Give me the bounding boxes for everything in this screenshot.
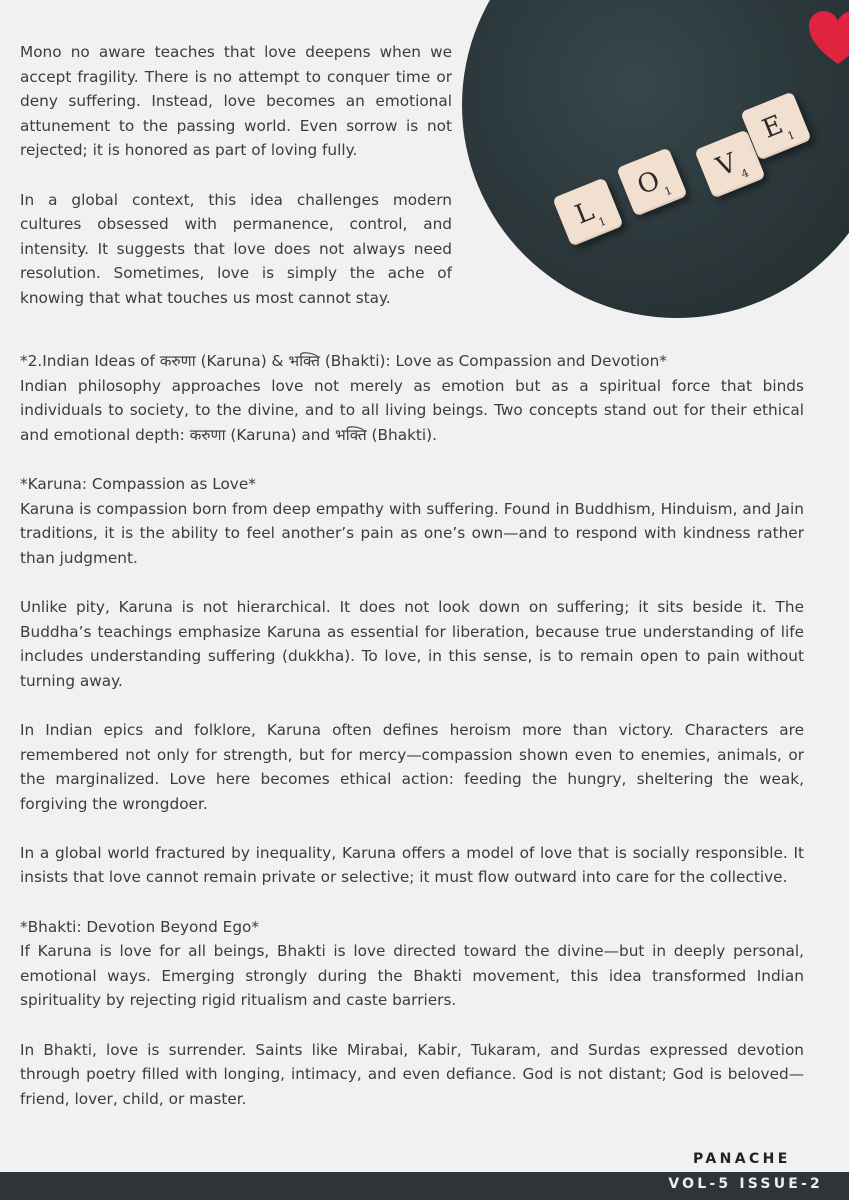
magazine-brand: PANACHE xyxy=(693,1151,791,1167)
section-2-heading: *2.Indian Ideas of करुणा (Karuna) & भक्ति (Bhakti): Love as Compassion and Devotion* xyxy=(20,352,667,370)
love-tiles-photo xyxy=(462,0,849,318)
tile-o: $O_1$ xyxy=(616,147,687,216)
tile-e: $E_1$ xyxy=(740,91,811,160)
karuna-paragraph-4: In a global world fractured by inequality, Karuna offers a model of love that is socially responsible. It insists that love cannot remain private or selective; it must flow outward into care for the collective. xyxy=(20,843,804,887)
karuna-heading: *Karuna: Compassion as Love* xyxy=(20,474,256,493)
issue-label: VOL-5 ISSUE-2 xyxy=(668,1176,823,1192)
bhakti-paragraph-1: If Karuna is love for all beings, Bhakti is love directed toward the divine—but in deeply personal, emotional ways. Emerging strongly during the Bhakti movement, this idea transformed Indian spirituality by rejecting rigid ritualism and caste barriers. xyxy=(20,942,804,1010)
heart-icon xyxy=(807,10,849,66)
intro-column xyxy=(20,40,452,311)
karuna-paragraph-3: In Indian epics and folklore, Karuna often defines heroism more than victory. Characters are remembered not only for strength, but for mercy—compassion shown even to enemies, animals, or the marginalized. Love here becomes ethical action: feeding the hungry, sheltering the weak, forgiving the wrongdoer. xyxy=(20,720,804,813)
karuna-paragraph-2: Unlike pity, Karuna is not hierarchical. It does not look down on suffering; it sits beside it. The Buddha’s teachings emphasize Karuna as essential for liberation, because true understanding of life includes understanding suffering (dukkha). To love, in this sense, is to remain open to pain without turning away. xyxy=(20,597,804,690)
tile-l: $L_1$ xyxy=(552,177,623,246)
bhakti-heading: *Bhakti: Devotion Beyond Ego* xyxy=(20,917,260,936)
karuna-paragraph-1: Karuna is compassion born from deep empathy with suffering. Found in Buddhism, Hinduism, and Jain traditions, it is the ability to feel another’s pain as one’s own—and to respond with kindness rather than judgment. xyxy=(20,499,804,567)
tile-v: $V_4$ xyxy=(694,129,765,198)
section-2-body xyxy=(20,349,804,1111)
bhakti-paragraph-2: In Bhakti, love is surrender. Saints like Mirabai, Kabir, Tukaram, and Surdas expressed devotion through poetry filled with longing, intimacy, and even defiance. God is not distant; God is beloved—friend, lover, child, or master. xyxy=(20,1040,804,1108)
footer-bar xyxy=(0,1172,849,1200)
intro-paragraph-2: In a global context, this idea challenges modern cultures obsessed with permanence, control, and intensity. It suggests that love does not always need resolution. Sometimes, love is simply the ache of knowing that what touches us most cannot stay. xyxy=(20,190,452,307)
intro-paragraph-1: Mono no aware teaches that love deepens when we accept fragility. There is no attempt to conquer time or deny suffering. Instead, love becomes an emotional attunement to the passing world. Even sorrow is not rejected; it is honored as part of loving fully. xyxy=(20,43,452,160)
section-2-intro: Indian philosophy approaches love not merely as emotion but as a spiritual force that binds individuals to society, to the divine, and to all living beings. Two concepts stand out for their ethical and emotional depth: करुणा (Karuna) and भक्ति (Bhakti). xyxy=(20,376,804,444)
